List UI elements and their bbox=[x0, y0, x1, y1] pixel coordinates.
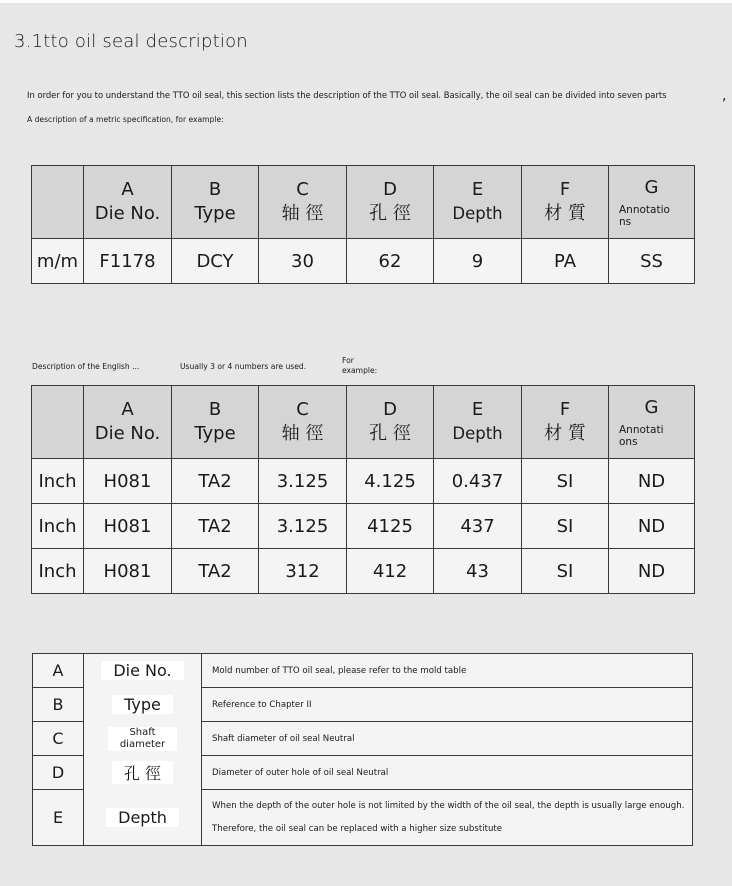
row-label: m/m bbox=[32, 239, 84, 284]
inch-header-e: E Depth bbox=[434, 386, 522, 459]
metric-header-a: A Die No. bbox=[84, 166, 172, 239]
metric-header-f: F 材 質 bbox=[522, 166, 609, 239]
legend-name: Die No. bbox=[84, 654, 202, 688]
legend-desc: Shaft diameter of oil seal Neutral bbox=[202, 722, 693, 756]
inch-header-row bbox=[32, 386, 695, 459]
table-cell: ND bbox=[609, 504, 695, 549]
table-cell: ND bbox=[609, 549, 695, 594]
table-cell: 412 bbox=[347, 549, 434, 594]
table-cell: 9 bbox=[434, 239, 522, 284]
legend-desc: Reference to Chapter II bbox=[202, 688, 693, 722]
table-cell: H081 bbox=[84, 459, 172, 504]
legend-desc-line: Therefore, the oil seal can be replaced with a higher size substitute bbox=[212, 823, 503, 834]
legend-key: C bbox=[33, 722, 84, 756]
table-cell: ND bbox=[609, 459, 695, 504]
inch-spec-table bbox=[31, 385, 695, 594]
table-row bbox=[32, 459, 695, 504]
legend-key: E bbox=[33, 790, 84, 846]
table-cell: 62 bbox=[347, 239, 434, 284]
top-border bbox=[0, 0, 732, 3]
inch-header-corner bbox=[32, 386, 84, 459]
table-cell: 0.437 bbox=[434, 459, 522, 504]
metric-example-caption: A description of a metric specification, for example: bbox=[27, 115, 224, 124]
inch-header-f: F 材 質 bbox=[522, 386, 609, 459]
table-cell: 3.125 bbox=[259, 504, 347, 549]
legend-row bbox=[33, 722, 693, 756]
legend-row bbox=[33, 654, 693, 688]
legend-name: Shaft diameter bbox=[84, 722, 202, 756]
example-caption bbox=[342, 356, 377, 376]
metric-header-g: G Annotatio ns bbox=[609, 166, 695, 239]
table-cell: TA2 bbox=[172, 504, 259, 549]
table-cell: 43 bbox=[434, 549, 522, 594]
legend-name: Type bbox=[84, 688, 202, 722]
inch-header-a: A Die No. bbox=[84, 386, 172, 459]
metric-header-d: D 孔 徑 bbox=[347, 166, 434, 239]
table-row bbox=[32, 504, 695, 549]
metric-header-b: B Type bbox=[172, 166, 259, 239]
table-cell: SI bbox=[522, 459, 609, 504]
inch-header-c: C 轴 徑 bbox=[259, 386, 347, 459]
table-cell: 3.125 bbox=[259, 459, 347, 504]
table-cell: 4125 bbox=[347, 504, 434, 549]
metric-spec-table bbox=[31, 165, 695, 284]
legend-key: A bbox=[33, 654, 84, 688]
table-cell: 312 bbox=[259, 549, 347, 594]
legend-row bbox=[33, 688, 693, 722]
table-cell: 4.125 bbox=[347, 459, 434, 504]
english-caption: Description of the English ... bbox=[32, 362, 140, 371]
table-cell: TA2 bbox=[172, 459, 259, 504]
metric-header-corner bbox=[32, 166, 84, 239]
legend-desc-line: When the depth of the outer hole is not limited by the width of the oil seal, the depth is usually large enough. bbox=[212, 800, 685, 811]
legend-name: 孔 徑 bbox=[84, 756, 202, 790]
legend-key: B bbox=[33, 688, 84, 722]
legend-key: D bbox=[33, 756, 84, 790]
table-cell: H081 bbox=[84, 504, 172, 549]
table-cell: SI bbox=[522, 504, 609, 549]
row-label: Inch bbox=[32, 459, 84, 504]
metric-header-row bbox=[32, 166, 695, 239]
inch-header-d: D 孔 徑 bbox=[347, 386, 434, 459]
table-cell: 437 bbox=[434, 504, 522, 549]
example-caption-line1: For bbox=[342, 356, 354, 365]
table-cell: 30 bbox=[259, 239, 347, 284]
table-cell: DCY bbox=[172, 239, 259, 284]
inch-header-b: B Type bbox=[172, 386, 259, 459]
metric-header-e: E Depth bbox=[434, 166, 522, 239]
table-cell: SI bbox=[522, 549, 609, 594]
row-label: Inch bbox=[32, 549, 84, 594]
row-label: Inch bbox=[32, 504, 84, 549]
table-row bbox=[32, 549, 695, 594]
table-cell: TA2 bbox=[172, 549, 259, 594]
legend-row bbox=[33, 756, 693, 790]
metric-header-c: C 轴 徑 bbox=[259, 166, 347, 239]
legend-row bbox=[33, 790, 693, 846]
stray-comma: , bbox=[722, 88, 727, 104]
table-cell: PA bbox=[522, 239, 609, 284]
section-title: 3.1tto oil seal description bbox=[14, 31, 248, 52]
numbers-caption: Usually 3 or 4 numbers are used. bbox=[180, 362, 307, 371]
example-caption-line2: example: bbox=[342, 366, 378, 375]
legend-desc: Diameter of outer hole of oil seal Neutral bbox=[202, 756, 693, 790]
table-cell: H081 bbox=[84, 549, 172, 594]
legend-name: Depth bbox=[84, 790, 202, 846]
inch-header-g: G Annotati ons bbox=[609, 386, 695, 459]
legend-desc bbox=[202, 790, 693, 846]
table-cell: F1178 bbox=[84, 239, 172, 284]
table-cell: SS bbox=[609, 239, 695, 284]
legend-table bbox=[32, 653, 693, 846]
table-row bbox=[32, 239, 695, 284]
intro-text: In order for you to understand the TTO oil seal, this section lists the description of the TTO oil seal. Basically, the oil seal can be divided into seven parts bbox=[27, 90, 667, 100]
legend-desc: Mold number of TTO oil seal, please refer to the mold table bbox=[202, 654, 693, 688]
